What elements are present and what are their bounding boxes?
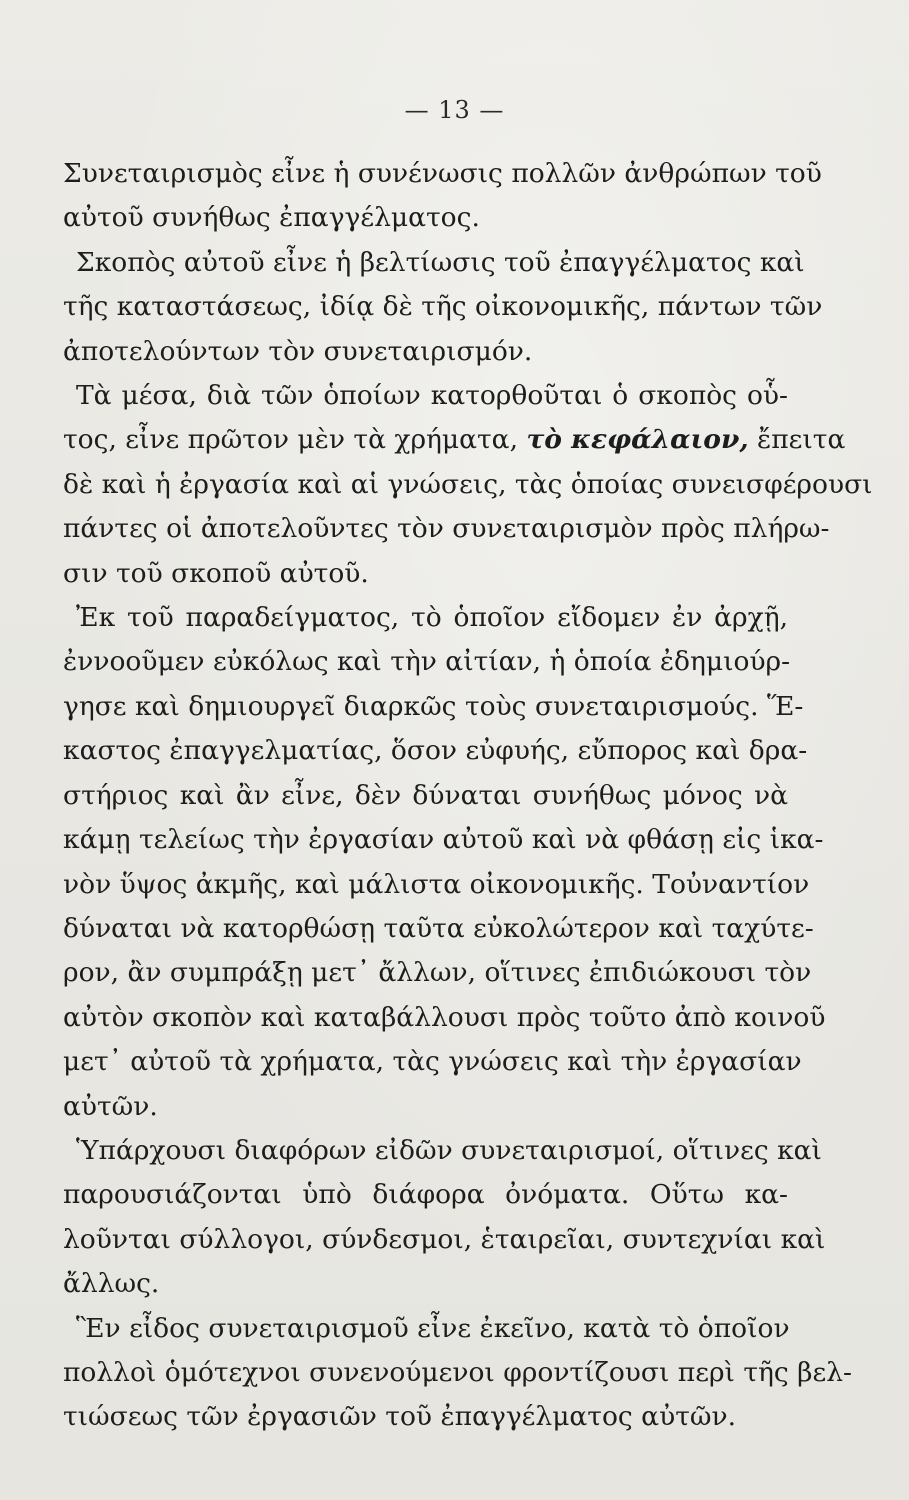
text-line: πάντες οἱ ἀποτελοῦντες τὸν συνεταιρισμὸν πρὸς πλήρω- [63,513,830,545]
text-line: ρον, ἂν συμπράξῃ μετ᾽ ἄλλων, οἵτινες ἐπιδιώκουσι τὸν [63,957,812,989]
text-line: λοῦνται σύλλογοι, σύνδεσμοι, ἑταιρεῖαι, συντεχνίαι καὶ [63,1223,826,1255]
page-number: — 13 — [404,96,505,124]
text-line: αὐτὸν σκοπὸν καὶ καταβάλλουσι πρὸς τοῦτο ἀπὸ κοινοῦ [63,1001,826,1033]
text-line: γησε καὶ δημιουργεῖ διαρκῶς τοὺς συνεταιρισμούς. Ἕ- [63,690,804,722]
paragraph [63,1307,852,1440]
text-line: μετ᾽ αὐτοῦ τὰ χρήματα, τὰς γνώσεις καὶ τὴν ἐργασίαν [63,1046,802,1078]
text-line: στήριος καὶ ἂν εἶνε, δὲν δύναται συνήθως μόνος νὰ [63,779,788,811]
text-line: Ἓν εἶδος συνεταιρισμοῦ εἶνε ἐκεῖνο, κατὰ τὸ ὁποῖον [76,1312,790,1344]
text-line: σιν τοῦ σκοποῦ αὐτοῦ. [63,557,369,589]
text-line: Συνεταιρισμὸς εἶνε ἡ συνένωσις πολλῶν ἀνθρώπων τοῦ [63,158,822,189]
text-line: Τὰ μέσα, διὰ τῶν ὁποίων κατορθοῦται ὁ σκοπὸς οὗ- [76,380,788,412]
text-line: δὲ καὶ ἡ ἐργασία καὶ αἱ γνώσεις, τὰς ὁποίας συνεισφέρουσι [63,468,873,500]
text-line: ἄλλως. [63,1268,160,1300]
text-line: Ἐκ τοῦ παραδείγματος, τὸ ὁποῖον εἴδομεν ἐν ἀρχῇ, [76,602,788,634]
paragraph [63,1129,826,1307]
text-segment: τος, εἶνε πρῶτον μὲν τὰ χρήματα, [63,424,527,456]
text-line: δύναται νὰ κατορθώσῃ ταῦτα εὐκολώτερον καὶ ταχύτε- [63,912,814,944]
text-line: ἀποτελούντων τὸν συνεταιρισμόν. [63,335,533,367]
text-line: νὸν ὕψος ἀκμῆς, καὶ μάλιστα οἰκονομικῆς. Τοὐναντίον [63,868,810,900]
paragraph [63,596,826,1129]
text-segment: ἔπειτα [748,424,846,456]
paragraph [63,241,823,374]
emphasized-term: τὸ κεφάλαιον, [526,424,749,456]
paragraph [63,152,822,241]
text-line: Σκοπὸς αὐτοῦ εἶνε ἡ βελτίωσις τοῦ ἐπαγγέλματος καὶ [76,246,805,278]
text-line [63,418,846,462]
text-line: τιώσεως τῶν ἐργασιῶν τοῦ ἐπαγγέλματος αὐτῶν. [63,1401,736,1433]
paragraph [63,374,873,596]
text-line: πολλοὶ ὁμότεχνοι συνενούμενοι φροντίζουσι περὶ τῆς βελ- [63,1356,852,1388]
text-line: αὐτῶν. [63,1090,158,1122]
text-line: καστος ἐπαγγελματίας, ὅσον εὐφυής, εὔπορος καὶ δρα- [63,735,808,767]
text-line: αὐτοῦ συνήθως ἐπαγγέλματος. [63,202,480,234]
text-line: ἐννοοῦμεν εὐκόλως καὶ τὴν αἰτίαν, ἡ ὁποία ἐδημιούρ- [63,646,791,678]
text-line: Ὑπάρχουσι διαφόρων εἰδῶν συνεταιρισμοί, οἵτινες καὶ [76,1134,822,1166]
body-text [63,152,873,1440]
text-line: τῆς καταστάσεως, ἰδίᾳ δὲ τῆς οἰκονομικῆς, πάντων τῶν [63,291,823,323]
text-line: κάμῃ τελείως τὴν ἐργασίαν αὐτοῦ καὶ νὰ φθάσῃ εἰς ἱκα- [63,824,824,856]
text-line: παρουσιάζονται ὑπὸ διάφορα ὀνόματα. Οὕτω κα- [63,1179,788,1211]
